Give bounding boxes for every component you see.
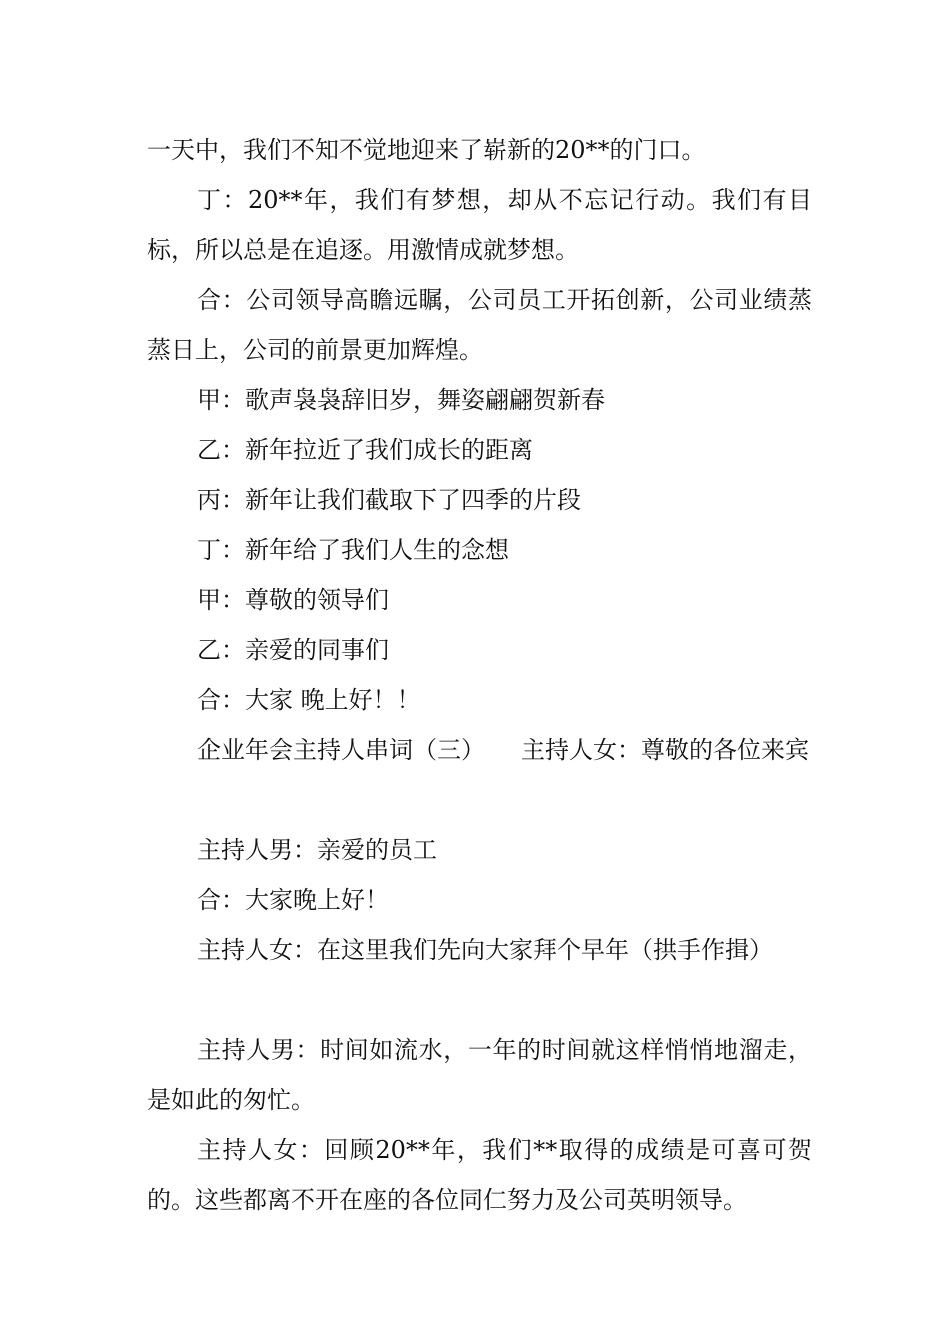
- paragraph-he-company: 合：公司领导高瞻远瞩，公司员工开拓创新，公司业绩蒸蒸日上，公司的前景更加辉煌。: [147, 286, 812, 364]
- paragraph-male-host-time: 主持人男：时间如流水，一年的时间就这样悄悄地溜走，是如此的匆忙。: [147, 1036, 812, 1114]
- paragraph-ding-thoughts: 丁：新年给了我们人生的念想: [197, 536, 509, 564]
- paragraph-yi-distance: 乙：新年拉近了我们成长的距离: [197, 436, 533, 464]
- paragraph-section-three: 企业年会主持人串词（三） 主持人女：尊敬的各位来宾: [197, 736, 809, 764]
- paragraph-ding-dream: 丁：20**年，我们有梦想，却从不忘记行动。我们有目标，所以总是在追逐。用激情成就梦想。: [147, 186, 812, 264]
- paragraph-male-host-staff: 主持人男：亲爱的员工: [197, 836, 437, 864]
- paragraph-female-host-review: 主持人女：回顾20**年，我们**取得的成绩是可喜可贺的。这些都离不开在座的各位同仁努力及公司英明领导。: [147, 1136, 812, 1214]
- paragraph-bing-seasons: 丙：新年让我们截取下了四季的片段: [197, 486, 581, 514]
- paragraph-female-host-newyear: 主持人女：在这里我们先向大家拜个早年（拱手作揖）: [197, 936, 773, 964]
- paragraph-yi-colleagues: 乙：亲爱的同事们: [197, 636, 389, 664]
- paragraph-jia-song: 甲：歌声袅袅辞旧岁，舞姿翩翩贺新春: [197, 386, 605, 414]
- paragraph-he-evening: 合：大家晚上好！: [197, 886, 389, 914]
- paragraph-he-greeting: 合：大家 晚上好！！: [197, 686, 421, 714]
- paragraph-continuation: 一天中，我们不知不觉地迎来了崭新的20**的门口。: [147, 136, 706, 164]
- paragraph-jia-leaders: 甲：尊敬的领导们: [197, 586, 389, 614]
